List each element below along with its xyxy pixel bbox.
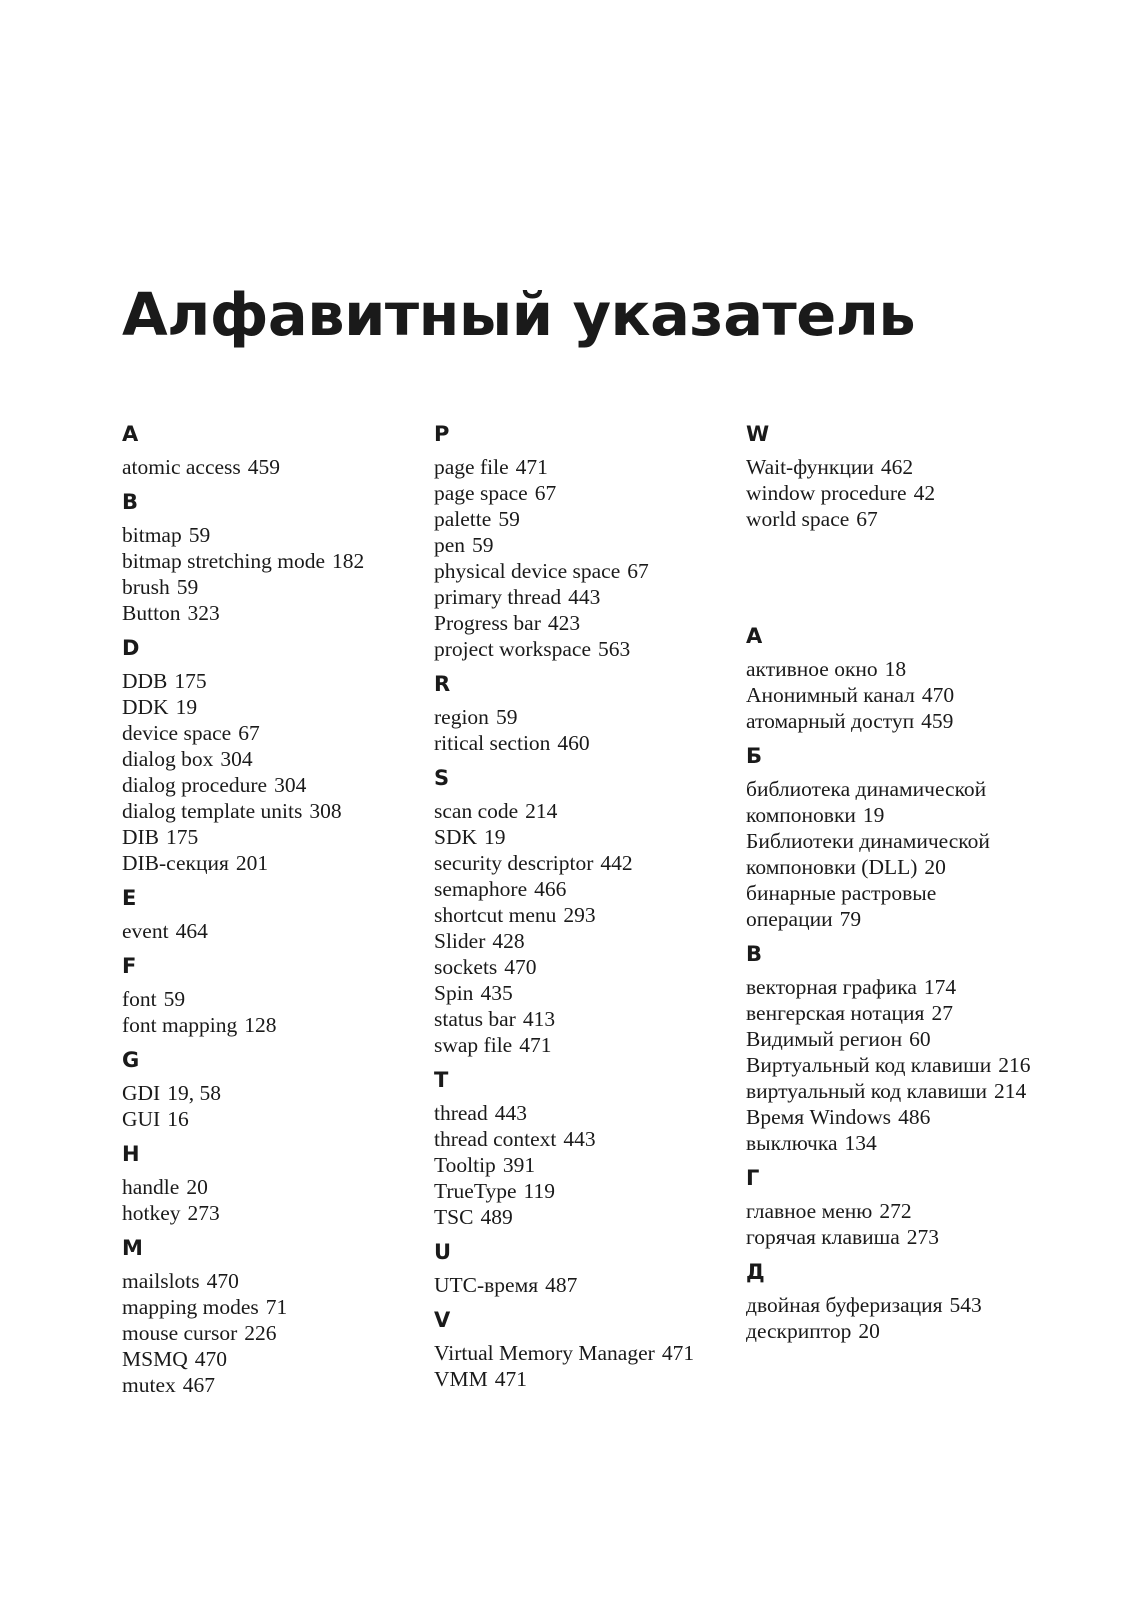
index-term: Анонимный канал <box>746 683 915 707</box>
index-page-number: 467 <box>182 1373 215 1397</box>
index-term: scan code <box>434 799 519 823</box>
index-term: SDK <box>434 825 478 849</box>
group-letter-heading: А <box>746 624 763 648</box>
index-page-number: 214 <box>994 1079 1027 1103</box>
index-group <box>122 422 422 480</box>
index-column-1 <box>122 422 422 1408</box>
index-term: bitmap stretching mode <box>122 549 326 573</box>
index-entry-list <box>434 1340 734 1392</box>
index-entry <box>434 1032 734 1058</box>
index-term: VMM <box>434 1367 488 1391</box>
index-term: Spin <box>434 981 474 1005</box>
index-entry <box>434 1366 734 1392</box>
index-entry <box>434 1006 734 1032</box>
index-entry <box>122 746 422 772</box>
index-entry <box>746 1318 1036 1344</box>
index-page-number: 273 <box>187 1201 220 1225</box>
index-group <box>434 1308 734 1392</box>
index-term: mutex <box>122 1373 176 1397</box>
index-page-number: 470 <box>921 683 955 707</box>
index-term: библиотека динамической компоновки <box>746 777 987 827</box>
index-page-number: 423 <box>547 611 581 635</box>
group-letter-heading: D <box>122 636 140 660</box>
index-column-2 <box>434 422 734 1402</box>
index-group <box>122 490 422 626</box>
index-entry <box>434 480 734 506</box>
index-entry <box>746 880 1036 932</box>
index-term: виртуальный код клавиши <box>746 1079 988 1103</box>
index-group <box>122 1236 422 1398</box>
index-term: TrueType <box>434 1179 517 1203</box>
index-entry <box>122 1080 422 1106</box>
index-term: GDI <box>122 1081 161 1105</box>
index-page-number: 272 <box>879 1199 912 1223</box>
index-entry <box>434 730 734 756</box>
index-page-number: 435 <box>480 981 513 1005</box>
index-entry <box>746 1198 1036 1224</box>
index-term: Виртуальный код клавиши <box>746 1053 992 1077</box>
index-term: brush <box>122 575 170 599</box>
index-group <box>122 886 422 944</box>
index-entry <box>122 720 422 746</box>
group-letter-heading: В <box>746 942 763 966</box>
index-page-number: 460 <box>557 731 590 755</box>
index-term: выключка <box>746 1131 838 1155</box>
index-term: MSMQ <box>122 1347 188 1371</box>
index-entry-list <box>434 1272 734 1298</box>
index-entry <box>122 522 422 548</box>
index-entry-list <box>746 656 1036 734</box>
index-entry <box>746 1104 1036 1130</box>
index-page-number: 214 <box>525 799 558 823</box>
index-entry-list <box>122 454 422 480</box>
index-page-number: 175 <box>166 825 199 849</box>
index-page-number: 323 <box>187 601 220 625</box>
index-term: thread <box>434 1101 488 1125</box>
index-page-number: 471 <box>519 1033 552 1057</box>
index-page-number: 42 <box>913 481 936 505</box>
index-group <box>746 1166 1036 1250</box>
group-letter-heading: E <box>122 886 137 910</box>
index-term: Button <box>122 601 181 625</box>
index-entry-list <box>746 776 1036 932</box>
index-term: DIB <box>122 825 160 849</box>
index-group <box>434 1068 734 1230</box>
index-entry <box>434 928 734 954</box>
index-page-number: 27 <box>931 1001 953 1025</box>
index-entry <box>122 798 422 824</box>
index-page-number: 67 <box>856 507 878 531</box>
index-entry <box>434 584 734 610</box>
index-term: ritical section <box>434 731 551 755</box>
index-entry <box>122 1372 422 1398</box>
index-page-number: 67 <box>238 721 260 745</box>
index-page-number: 59 <box>495 705 518 729</box>
index-page-number: 413 <box>522 1007 556 1031</box>
index-entry-list <box>434 1100 734 1230</box>
index-term: shortcut menu <box>434 903 557 927</box>
index-term: project workspace <box>434 637 591 661</box>
index-entry <box>746 1130 1036 1156</box>
index-entry-list <box>434 704 734 756</box>
index-group <box>434 422 734 662</box>
index-group <box>746 1260 1036 1344</box>
index-term: венгерская нотация <box>746 1001 925 1025</box>
index-term: bitmap <box>122 523 182 547</box>
index-term: handle <box>122 1175 180 1199</box>
index-entry <box>434 1272 734 1298</box>
index-entry <box>434 902 734 928</box>
index-page-number: 471 <box>661 1341 695 1365</box>
index-page-number: 563 <box>598 637 631 661</box>
index-group <box>434 672 734 756</box>
index-page-number: 182 <box>332 549 365 573</box>
index-page-number: 59 <box>472 533 494 557</box>
index-term: dialog box <box>122 747 214 771</box>
index-page-number: 71 <box>265 1295 288 1319</box>
index-page-number: 443 <box>494 1101 527 1125</box>
index-entry <box>746 656 1036 682</box>
index-page-number: 59 <box>176 575 199 599</box>
index-entry <box>434 1126 734 1152</box>
group-letter-heading: B <box>122 490 139 514</box>
index-term: главное меню <box>746 1199 873 1223</box>
index-group <box>434 1240 734 1298</box>
index-page-number: 175 <box>174 669 207 693</box>
index-term: Wait-функции <box>746 455 874 479</box>
index-page-number: 293 <box>563 903 596 927</box>
index-term: font <box>122 987 157 1011</box>
index-entry <box>434 1100 734 1126</box>
index-term: Время Windows <box>746 1105 892 1129</box>
index-term: security descriptor <box>434 851 594 875</box>
index-group <box>122 1142 422 1226</box>
index-page-number: 119 <box>523 1179 555 1203</box>
index-term: world space <box>746 507 850 531</box>
group-letter-heading: S <box>434 766 450 790</box>
index-term: активное окно <box>746 657 878 681</box>
index-term: mapping modes <box>122 1295 259 1319</box>
index-entry <box>434 798 734 824</box>
index-entry <box>122 1012 422 1038</box>
index-term: mouse cursor <box>122 1321 238 1345</box>
index-term: region <box>434 705 489 729</box>
index-page-number: 59 <box>498 507 520 531</box>
index-entry-list <box>122 918 422 944</box>
index-entry <box>434 636 734 662</box>
group-letter-heading: Г <box>746 1166 760 1190</box>
group-letter-heading: W <box>746 422 770 446</box>
index-entry <box>434 980 734 1006</box>
column-spacer <box>746 542 1036 624</box>
index-entry <box>746 454 1036 480</box>
index-page-number: 20 <box>858 1319 880 1343</box>
index-term: DIB-секция <box>122 851 229 875</box>
index-entry <box>746 1224 1036 1250</box>
index-page-number: 20 <box>186 1175 208 1199</box>
index-term: GUI <box>122 1107 161 1131</box>
index-group <box>434 766 734 1058</box>
index-page-number: 60 <box>909 1027 931 1051</box>
index-entry <box>434 1340 734 1366</box>
index-group <box>746 624 1036 734</box>
index-page-number: 128 <box>244 1013 277 1037</box>
index-term: UTC-время <box>434 1273 539 1297</box>
index-entry <box>434 610 734 636</box>
index-entry <box>434 1178 734 1204</box>
index-page-number: 443 <box>563 1127 596 1151</box>
index-group <box>746 744 1036 932</box>
index-term: двойная буферизация <box>746 1293 943 1317</box>
group-letter-heading: T <box>434 1068 449 1092</box>
page-title: Алфавитный указатель <box>122 280 916 349</box>
index-column-3 <box>746 422 1036 1354</box>
index-term: mailslots <box>122 1269 200 1293</box>
index-entry-list <box>122 986 422 1038</box>
index-entry <box>746 1078 1036 1104</box>
index-term: semaphore <box>434 877 528 901</box>
index-entry-list <box>746 454 1036 532</box>
index-term: векторная графика <box>746 975 917 999</box>
index-term: dialog procedure <box>122 773 268 797</box>
index-term: swap file <box>434 1033 513 1057</box>
index-page-number: 443 <box>568 585 601 609</box>
index-page-number: 18 <box>884 657 907 681</box>
index-page-number: 67 <box>627 559 649 583</box>
index-page-number: 226 <box>244 1321 277 1345</box>
index-entry <box>746 480 1036 506</box>
index-entry-list <box>746 1198 1036 1250</box>
index-term: device space <box>122 721 232 745</box>
index-entry <box>122 1174 422 1200</box>
index-term: Tooltip <box>434 1153 496 1177</box>
index-term: DDK <box>122 695 169 719</box>
index-entry <box>434 704 734 730</box>
index-entry <box>746 1026 1036 1052</box>
index-entry-list <box>746 1292 1036 1344</box>
index-term: бинарные растровые операции <box>746 881 937 931</box>
index-page-number: 442 <box>600 851 633 875</box>
index-page-number: 19 <box>862 803 885 827</box>
index-page-number: 59 <box>163 987 186 1011</box>
index-page-number: 486 <box>898 1105 931 1129</box>
index-term: window procedure <box>746 481 907 505</box>
index-page-number: 59 <box>188 523 211 547</box>
index-entry <box>746 776 1036 828</box>
group-letter-heading: M <box>122 1236 143 1260</box>
index-entry <box>122 772 422 798</box>
index-entry <box>746 1000 1036 1026</box>
index-page-number: 19 <box>175 695 198 719</box>
index-group <box>122 1048 422 1132</box>
index-entry <box>434 454 734 480</box>
index-entry <box>746 506 1036 532</box>
index-page-number: 464 <box>175 919 208 943</box>
index-group <box>122 636 422 876</box>
index-page-number: 459 <box>247 455 281 479</box>
index-entry <box>122 668 422 694</box>
index-page-number: 134 <box>844 1131 877 1155</box>
group-letter-heading: Д <box>746 1260 765 1284</box>
index-page-number: 471 <box>494 1367 528 1391</box>
index-term: status bar <box>434 1007 516 1031</box>
group-letter-heading: U <box>434 1240 452 1264</box>
group-letter-heading: V <box>434 1308 451 1332</box>
index-term: page file <box>434 455 509 479</box>
index-page-number: 79 <box>839 907 862 931</box>
index-entry-list <box>434 798 734 1058</box>
index-page-number: 304 <box>220 747 253 771</box>
index-entry-list <box>746 974 1036 1156</box>
index-term: page space <box>434 481 528 505</box>
index-term: thread context <box>434 1127 557 1151</box>
index-entry <box>122 1320 422 1346</box>
index-term: atomic access <box>122 455 241 479</box>
index-group <box>122 954 422 1038</box>
index-entry <box>434 1152 734 1178</box>
group-letter-heading: R <box>434 672 451 696</box>
index-term: sockets <box>434 955 498 979</box>
index-entry <box>122 1294 422 1320</box>
index-term: Slider <box>434 929 486 953</box>
index-entry-list <box>122 522 422 626</box>
index-term: pen <box>434 533 466 557</box>
group-letter-heading: G <box>122 1048 140 1072</box>
index-page-number: 19 <box>484 825 506 849</box>
index-page-number: 308 <box>309 799 342 823</box>
index-term: font mapping <box>122 1013 238 1037</box>
index-entry <box>746 974 1036 1000</box>
index-entry-list <box>122 1174 422 1226</box>
index-term: event <box>122 919 169 943</box>
index-term: palette <box>434 507 492 531</box>
index-entry <box>122 986 422 1012</box>
index-entry <box>122 454 422 480</box>
group-letter-heading: P <box>434 422 450 446</box>
index-entry <box>434 506 734 532</box>
index-term: DDB <box>122 669 168 693</box>
index-page-number: 489 <box>480 1205 513 1229</box>
index-entry-list <box>434 454 734 662</box>
index-entry <box>746 682 1036 708</box>
index-entry <box>122 694 422 720</box>
index-page-number: 391 <box>502 1153 536 1177</box>
index-page-number: 459 <box>921 709 954 733</box>
index-page-number: 304 <box>274 773 307 797</box>
index-entry-list <box>122 1268 422 1398</box>
index-group <box>746 422 1036 532</box>
index-entry <box>434 954 734 980</box>
index-page-number: 470 <box>194 1347 227 1371</box>
group-letter-heading: A <box>122 422 139 446</box>
index-page-number: 471 <box>515 455 548 479</box>
index-entry <box>122 600 422 626</box>
index-entry <box>434 532 734 558</box>
index-term: hotkey <box>122 1201 181 1225</box>
index-page-number: 470 <box>206 1269 239 1293</box>
index-term: physical device space <box>434 559 621 583</box>
index-page-number: 201 <box>235 851 269 875</box>
index-page-number: 543 <box>949 1293 982 1317</box>
index-page-number: 20 <box>924 855 946 879</box>
index-entry <box>434 876 734 902</box>
index-entry <box>122 1346 422 1372</box>
index-entry <box>434 1204 734 1230</box>
index-entry <box>434 850 734 876</box>
index-entry <box>746 1052 1036 1078</box>
index-page-number: 16 <box>167 1107 189 1131</box>
group-letter-heading: F <box>122 954 137 978</box>
index-page-number: 466 <box>534 877 567 901</box>
index-entry <box>746 828 1036 880</box>
index-entry <box>122 1200 422 1226</box>
group-letter-heading: H <box>122 1142 140 1166</box>
index-entry <box>122 918 422 944</box>
index-term: dialog template units <box>122 799 303 823</box>
index-entry <box>122 824 422 850</box>
index-page-number: 428 <box>492 929 525 953</box>
index-page-number: 470 <box>504 955 537 979</box>
index-term: Progress bar <box>434 611 541 635</box>
index-page-number: 216 <box>998 1053 1031 1077</box>
index-entry <box>122 548 422 574</box>
index-page-number: 462 <box>880 455 914 479</box>
index-entry <box>746 1292 1036 1318</box>
group-letter-heading: Б <box>746 744 763 768</box>
index-page-number: 273 <box>906 1225 940 1249</box>
index-term: Virtual Memory Manager <box>434 1341 655 1365</box>
index-term: горячая клавиша <box>746 1225 900 1249</box>
index-entry <box>122 850 422 876</box>
index-entry <box>434 558 734 584</box>
index-entry <box>434 824 734 850</box>
index-term: Библиотеки динамической компоновки (DLL) <box>746 829 990 879</box>
index-term: primary thread <box>434 585 562 609</box>
index-entry <box>122 1106 422 1132</box>
index-page-number: 67 <box>534 481 557 505</box>
index-entry <box>122 1268 422 1294</box>
index-group <box>746 942 1036 1156</box>
index-term: дескриптор <box>746 1319 852 1343</box>
index-entry <box>746 708 1036 734</box>
index-page-number: 487 <box>545 1273 578 1297</box>
index-term: TSC <box>434 1205 474 1229</box>
index-entry-list <box>122 668 422 876</box>
index-term: Видимый регион <box>746 1027 903 1051</box>
index-page-number: 174 <box>923 975 957 999</box>
index-entry-list <box>122 1080 422 1132</box>
index-term: атомарный доступ <box>746 709 915 733</box>
index-entry <box>122 574 422 600</box>
index-page-number: 19, 58 <box>167 1081 221 1105</box>
